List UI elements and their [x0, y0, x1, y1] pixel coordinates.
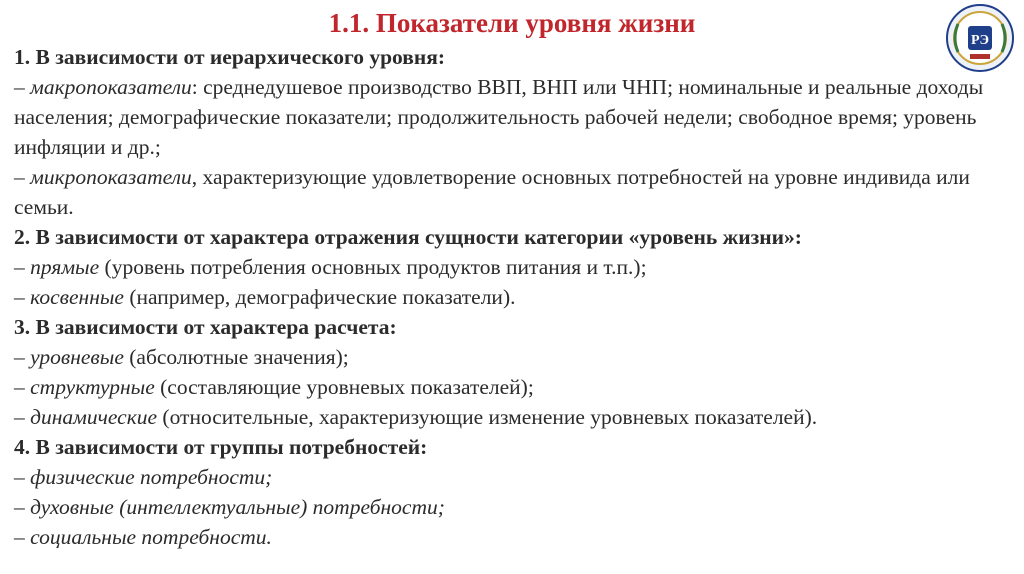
item-text: : среднедушевое производство ВВП, ВНП или ЧНП; номинальные и реальные доходы населения; демографические показатели; продолжительность рабочей недели; свободное время; уровень инфляции и др.;	[14, 75, 984, 159]
item-term: динамические	[30, 405, 158, 429]
list-item: – косвенные (например, демографические показатели).	[14, 285, 516, 309]
item-text: , характеризующие удовлетворение основных потребностей на уровне индивида или семьи.	[14, 165, 970, 219]
list-item: – структурные (составляющие уровневых показателей);	[14, 375, 534, 399]
item-term: духовные (интеллектуальные) потребности;	[30, 495, 445, 519]
list-item: – динамические (относительные, характеризующие изменение уровневых показателей).	[14, 405, 818, 429]
list-item: – физические потребности;	[14, 465, 273, 489]
item-term: микропоказатели	[30, 165, 192, 189]
section-heading: 2. В зависимости от характера отражения сущности категории «уровень жизни»:	[14, 225, 802, 249]
item-text: (абсолютные значения);	[123, 345, 349, 369]
list-item: – социальные потребности.	[14, 525, 272, 549]
list-item: – макропоказатели: среднедушевое производство ВВП, ВНП или ЧНП; номинальные и реальные доходы населения; демографические показатели; продолжительность рабочей недели; свободное время; уровень инфляции и др.;	[14, 75, 984, 159]
list-item: – прямые (уровень потребления основных продуктов питания и т.п.);	[14, 255, 647, 279]
item-term: уровневые	[30, 345, 124, 369]
slide-content	[14, 42, 1014, 552]
item-term: физические потребности;	[30, 465, 273, 489]
section-heading: 4. В зависимости от группы потребностей:	[14, 435, 428, 459]
list-item: – уровневые (абсолютные значения);	[14, 345, 349, 369]
item-text: (относительные, характеризующие изменение уровневых показателей).	[157, 405, 818, 429]
item-text: (составляющие уровневых показателей);	[154, 375, 534, 399]
svg-text:РЭ: РЭ	[970, 33, 990, 48]
section-heading: 1. В зависимости от иерархического уровня:	[14, 45, 446, 69]
item-term: структурные	[30, 375, 155, 399]
list-item: – духовные (интеллектуальные) потребности;	[14, 495, 445, 519]
item-term: прямые	[30, 255, 100, 279]
item-text: (например, демографические показатели).	[123, 285, 516, 309]
item-term: косвенные	[30, 285, 124, 309]
list-item: – микропоказатели, характеризующие удовлетворение основных потребностей на уровне индивида или семьи.	[14, 165, 970, 219]
item-term: макропоказатели	[30, 75, 192, 99]
item-text: (уровень потребления основных продуктов питания и т.п.);	[99, 255, 647, 279]
item-term: социальные потребности.	[30, 525, 272, 549]
section-heading: 3. В зависимости от характера расчета:	[14, 315, 397, 339]
slide-title: 1.1. Показатели уровня жизни	[328, 8, 696, 38]
